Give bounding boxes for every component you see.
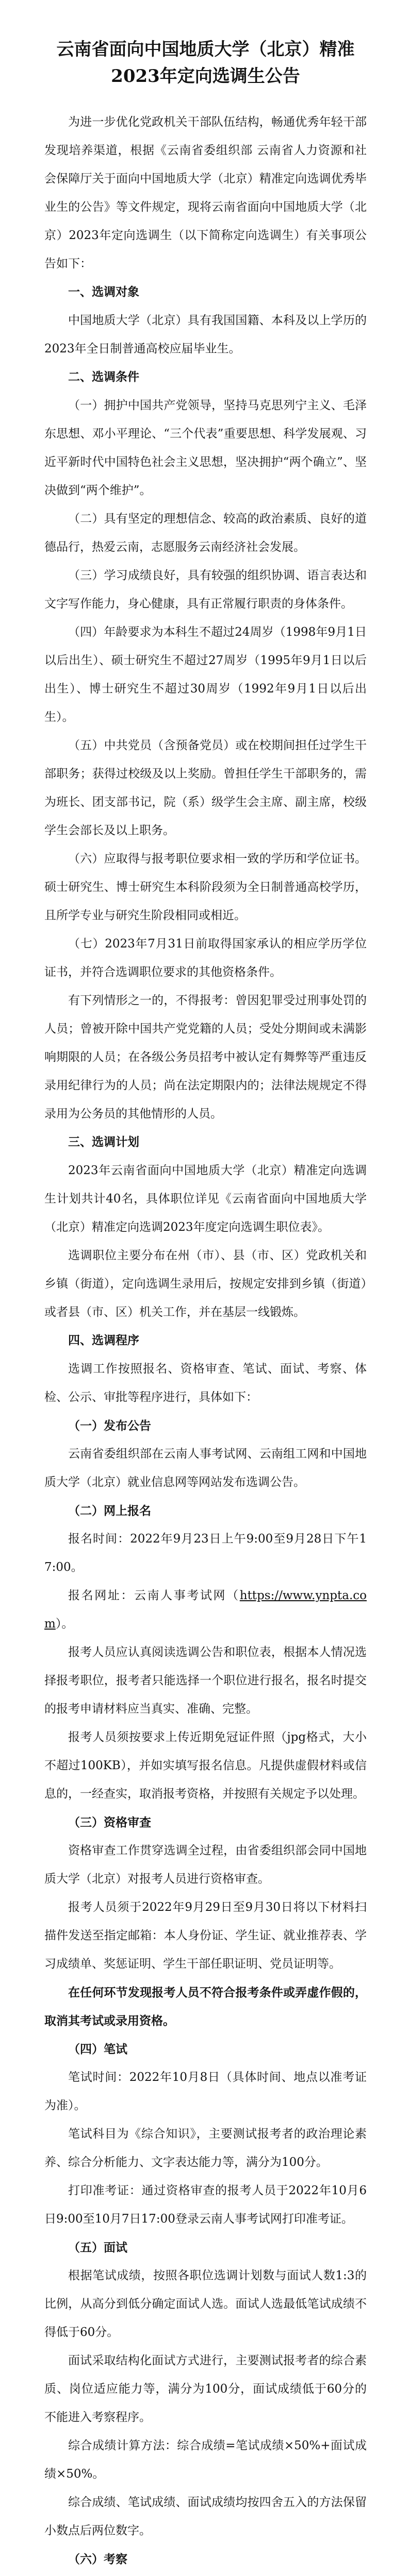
subheading-registration: （二）网上报名 (68, 1504, 151, 1518)
paragraph: 2023年云南省面向中国地质大学（北京）精准定向选调生计划共计40名，具体职位详见《云南省面向中国地质大学（北京）精准定向选调2023年度定向选调生职位表》。 (44, 1164, 367, 1234)
paragraph: （四）年龄要求为本科生不超过24周岁（1998年9月1日以后出生）、硕士研究生不超过27周岁（1995年9月1日以后出生）、博士研究生不超过30周岁（1992年9月1日以后出生）。 (44, 625, 367, 724)
paragraph-emphasis: 在任何环节发现报考人员不符合报考条件或弄虚作假的，取消其考试或录用资格。 (44, 1986, 367, 2028)
section-heading-conditions: 二、选调条件 (68, 370, 139, 384)
paragraph: （七）2023年7月31日前取得国家承认的相应学历学位证书，并符合选调职位要求的其他资格条件。 (44, 937, 367, 979)
paragraph: 综合成绩计算方法：综合成绩=笔试成绩×50%+面试成绩×50%。 (44, 2439, 367, 2481)
section-heading-procedure: 四、选调程序 (68, 1334, 139, 1347)
paragraph: （六）应取得与报考职位要求相一致的学历和学位证书。硕士研究生、博士研究生本科阶段须为全日制普通高校学历，且所学专业与研究生阶段相同或相近。 (44, 852, 367, 922)
paragraph: 选调职位主要分布在州（市）、县（市、区）党政机关和乡镇（街道），定向选调生录用后，按规定安排到乡镇（街道）或者县（市、区）机关工作，并在基层一线锻炼。 (44, 1249, 367, 1319)
paragraph: 资格审查工作贯穿选调全过程，由省委组织部会同中国地质大学（北京）对报考人员进行资格审查。 (44, 1844, 367, 1886)
intro-paragraph: 为进一步优化党政机关干部队伍结构，畅通优秀年轻干部发现培养渠道，根据《云南省委组织部 云南省人力资源和社会保障厅关于面向中国地质大学（北京）精准定向选调优秀毕业生的公告》等文件规定，现将云南省面向中国地质大学（北京）2023年定向选调生（以下简称定向选调生）有关事项公告如下： (44, 115, 367, 270)
title-line-1: 云南省面向中国地质大学（北京）精准 (56, 39, 355, 60)
paragraph: 笔试科目为《综合知识》，主要测试报考者的政治理论素养、综合分析能力、文字表达能力等，满分为100分。 (44, 2127, 367, 2169)
paragraph: 报名时间：2022年9月23日上午9:00至9月28日下午17:00。 (44, 1532, 367, 1574)
paragraph: 云南省委组织部在云南人事考试网、云南组工网和中国地质大学（北京）就业信息网等网站发布选调公告。 (44, 1447, 367, 1489)
paragraph: （五）中共党员（含预备党员）或在校期间担任过学生干部职务；获得过校级及以上奖励。曾担任学生干部职务的，需为班长、团支部书记，院（系）级学生会主席、副主席，校级学生会部长及以上职务。 (44, 739, 367, 837)
paragraph: 选调工作按照报名、资格审查、笔试、面试、考察、体检、公示、审批等程序进行，具体如下： (44, 1362, 367, 1404)
paragraph: 中国地质大学（北京）具有我国国籍、本科及以上学历的2023年全日制普通高校应届毕业生。 (44, 314, 367, 355)
paragraph: 面试采取结构化面试方式进行，主要测试报考者的综合素质、岗位适应能力等，满分为100分，面试成绩低于60分的不能进入考察程序。 (44, 2354, 367, 2424)
section-heading-targets: 一、选调对象 (68, 285, 139, 299)
paragraph (44, 2573, 367, 2576)
paragraph: 笔试时间：2022年10月8日（具体时间、地点以准考证为准）。 (44, 2071, 367, 2112)
registration-link[interactable]: https://www.ynpta.com (44, 1589, 367, 1631)
subheading-written-exam: （四）笔试 (68, 2042, 127, 2056)
paragraph: 综合成绩、笔试成绩、面试成绩均按四舍五入的方法保留小数点后两位数字。 (44, 2496, 367, 2537)
paragraph: 根据笔试成绩，按照各职位选调计划数与面试人数1:3的比例，从高分到低分确定面试人选。面试人选最低笔试成绩不得低于60分。 (44, 2269, 367, 2339)
paragraph: 报考人员须按要求上传近期免冠证件照（jpg格式，大小不超过100KB），并如实填写报名信息。凡提供虚假材料或信息的，一经查实，取消报考资格，并按照有关规定予以处理。 (44, 1731, 367, 1801)
subheading-inspection: （六）考察 (68, 2552, 127, 2566)
subheading-qualification: （三）资格审查 (68, 1816, 151, 1829)
paragraph: （三）学习成绩良好，具有较强的组织协调、语言表达和文字写作能力，身心健康，具有正常履行职责的身体条件。 (44, 569, 367, 611)
paragraph-registration-url (44, 1582, 367, 1638)
paragraph: 有下列情形之一的，不得报考：曾因犯罪受过刑事处罚的人员；曾被开除中国共产党党籍的人员；受处分期间或未满影响期限的人员；在各级公务员招考中被认定有舞弊等严重违反录用纪律行为的人员；尚在法定期限内的；法律法规规定不得录用为公务员的其他情形的人员。 (44, 994, 367, 1121)
paragraph: 打印准考证：通过资格审查的报考人员于2022年10月6日9:00至10月7日17:00登录云南人事考试网打印准考证。 (44, 2184, 367, 2226)
text: ）。 (55, 1617, 74, 1631)
paragraph: 报考人员须于2022年9月29日至9月30日将以下材料扫描件发送至指定邮箱：本人身份证、学生证、就业推荐表、学习成绩单、奖惩证明、学生干部任职证明、党员证明等。 (44, 1901, 367, 1971)
announcement-title (44, 36, 367, 90)
text: 报名网址：云南人事考试网（ (68, 1589, 240, 1602)
paragraph: （二）具有坚定的理想信念、较高的政治素质、良好的道德品行，热爱云南，志愿服务云南经济社会发展。 (44, 512, 367, 554)
section-heading-plan: 三、选调计划 (68, 1136, 139, 1149)
paragraph: 报考人员应认真阅读选调公告和职位表，根据本人情况选择报考职位，报考者只能选择一个职位进行报名，报名时提交的报考申请材料应当真实、准确、完整。 (44, 1646, 367, 1716)
title-line-2: 2023年定向选调生公告 (111, 66, 300, 87)
subheading-publish: （一）发布公告 (68, 1419, 151, 1433)
paragraph: （一）拥护中国共产党领导，坚持马克思列宁主义、毛泽东思想、邓小平理论、“三个代表”重要思想、科学发展观、习近平新时代中国特色社会主义思想，坚决拥护“两个确立”、坚决做到“两个维护”。 (44, 399, 367, 497)
subheading-interview: （五）面试 (68, 2241, 127, 2255)
